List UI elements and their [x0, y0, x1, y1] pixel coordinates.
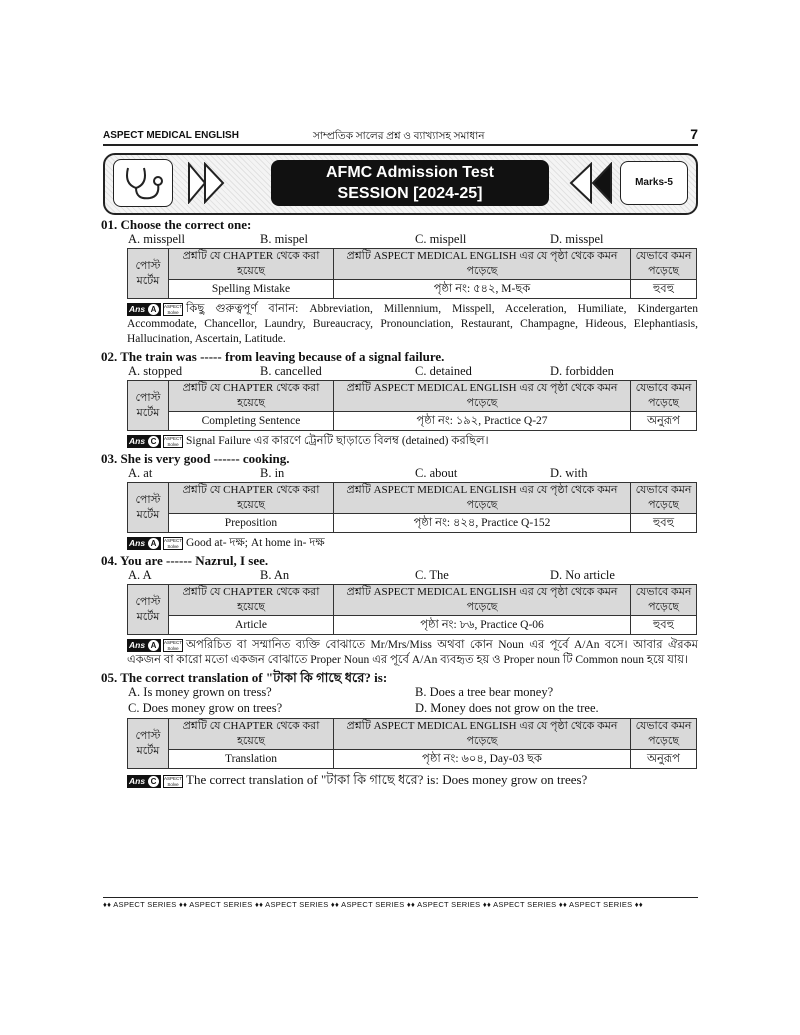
option: B. Does a tree bear money?: [415, 685, 554, 699]
arrow-right-icon: [187, 162, 227, 204]
chapter-value: Completing Sentence: [169, 412, 334, 431]
table-header-row: [128, 585, 697, 616]
option: B. cancelled: [260, 364, 322, 378]
answer-letter: A: [148, 640, 159, 651]
running-header: [103, 126, 698, 146]
banner-title-line1: AFMC Admission Test: [325, 164, 494, 181]
col-chapter-head: প্রশ্নটি যে CHAPTER থেকে করা হয়েছে: [169, 483, 334, 514]
option: C. mispell: [415, 232, 467, 246]
col-how-head: যেভাবে কমন পড়েছে: [631, 381, 697, 412]
option: D. No article: [550, 568, 615, 582]
col-how-head: যেভাবে কমন পড়েছে: [631, 585, 697, 616]
option: D. misspel: [550, 232, 604, 246]
table-header-row: [128, 719, 697, 750]
chapter-value: Article: [169, 616, 334, 635]
options-row: [128, 232, 698, 247]
chapter-value: Translation: [169, 750, 334, 769]
aspect-solve-label: ASPECT Solve: [164, 435, 183, 447]
col-chapter-head: প্রশ্নটি যে CHAPTER থেকে করা হয়েছে: [169, 249, 334, 280]
arrow-left-icon: [567, 162, 617, 204]
post-mortem-table: [127, 584, 697, 635]
answer-letter: C: [148, 776, 159, 787]
page-value: পৃষ্ঠা নং: ১৯২, Practice Q-27: [334, 412, 631, 431]
col-chapter-head: প্রশ্নটি যে CHAPTER থেকে করা হয়েছে: [169, 719, 334, 750]
answer-badge: [127, 537, 184, 550]
col-chapter-head: প্রশ্নটি যে CHAPTER থেকে করা হয়েছে: [169, 381, 334, 412]
col-how-head: যেভাবে কমন পড়েছে: [631, 719, 697, 750]
options-row: [128, 364, 698, 379]
option: B. mispel: [260, 232, 308, 246]
banner-title: [271, 160, 549, 206]
col-chapter-head: প্রশ্নটি যে CHAPTER থেকে করা হয়েছে: [169, 585, 334, 616]
table-value-row: [128, 412, 697, 431]
header-subtitle: সাম্প্রতিক সালের প্রশ্ন ও ব্যাখ্যাসহ সমাধান: [313, 131, 485, 142]
answer-explanation: [127, 302, 698, 347]
question-text: 04. You are ------ Nazrul, I see.: [101, 553, 269, 568]
answer-badge-ans-text: Ans: [129, 303, 146, 314]
option: A. Is money grown on tress?: [128, 685, 272, 699]
option: C. The: [415, 568, 449, 582]
table-side-label: পোস্ট মর্টেম: [128, 719, 169, 769]
post-mortem-table: [127, 482, 697, 533]
col-page-head: প্রশ্নটি ASPECT MEDICAL ENGLISH এর যে পৃষ্ঠা থেকে কমন পড়েছে: [334, 585, 631, 616]
answer-badge-ans: [127, 435, 161, 448]
answer-badge-ans: [127, 537, 161, 550]
question-block: [103, 349, 698, 449]
question-list: [103, 217, 698, 788]
aspect-solve-label: ASPECT Solve: [164, 775, 183, 787]
options-row: [128, 466, 698, 481]
how-value: হুবহু: [631, 514, 697, 533]
answer-badge-ans-text: Ans: [129, 639, 146, 650]
answer-explanation: [127, 772, 698, 788]
col-page-head: প্রশ্নটি ASPECT MEDICAL ENGLISH এর যে পৃষ্ঠা থেকে কমন পড়েছে: [334, 381, 631, 412]
explanation-text: কিছু গুরুত্বপূর্ণ বানান: Abbreviation, Millennium, Misspell, Acceleration, Humiliate, Kindergarten Accommodate, Chancellor, Laundry, Bureaucracy, Pronounciation, Restaurant, Champagne, Hideous, Elephantiasis, Hallucination, Ascertain, Latitude.: [127, 303, 698, 345]
table-side-label: পোস্ট মর্টেম: [128, 483, 169, 533]
answer-badge-ans: [127, 303, 161, 316]
answer-badge-ans: [127, 775, 161, 788]
col-how-head: যেভাবে কমন পড়েছে: [631, 483, 697, 514]
question-text: 01. Choose the correct one:: [101, 217, 252, 232]
answer-badge-ans: [127, 639, 161, 652]
answer-badge: [127, 303, 184, 316]
answer-badge-ans-text: Ans: [129, 775, 146, 786]
table-value-row: [128, 616, 697, 635]
how-value: অনুরূপ: [631, 412, 697, 431]
col-page-head: প্রশ্নটি ASPECT MEDICAL ENGLISH এর যে পৃষ্ঠা থেকে কমন পড়েছে: [334, 483, 631, 514]
option: D. forbidden: [550, 364, 614, 378]
question-block: [103, 670, 698, 788]
question-block: [103, 217, 698, 347]
option: A. at: [128, 466, 153, 480]
col-how-head: যেভাবে কমন পড়েছে: [631, 249, 697, 280]
how-value: হুবহু: [631, 616, 697, 635]
question-block: [103, 451, 698, 551]
table-header-row: [128, 483, 697, 514]
option: C. Does money grow on trees?: [128, 701, 283, 715]
page-value: পৃষ্ঠা নং: ৮৬, Practice Q-06: [334, 616, 631, 635]
page-value: পৃষ্ঠা নং: ৫৪২, M-ছক: [334, 280, 631, 299]
header-book-title: ASPECT MEDICAL ENGLISH: [103, 130, 239, 141]
stethoscope-icon: [113, 159, 173, 207]
explanation-text: অপরিচিত বা সম্মানিত ব্যক্তি বোঝাতে Mr/Mrs/Miss অথবা কোন Noun এর পূর্বে A/An বসে। আবার ঐরকম একজন বা কারো মতো একজন বোঝাতে Proper Noun এর পূর্বে A/An ব্যবহৃত হয় ও Proper noun টি Common noun হয়ে যায়।: [127, 639, 698, 666]
question-text: 03. She is very good ------ cooking.: [101, 451, 290, 466]
page-value: পৃষ্ঠা নং: ৬০৪, Day-03 ছক: [334, 750, 631, 769]
how-value: অনুরূপ: [631, 750, 697, 769]
option: A. A: [128, 568, 152, 582]
post-mortem-table: [127, 380, 697, 431]
answer-letter: A: [148, 538, 159, 549]
option: C. detained: [415, 364, 472, 378]
option: D. with: [550, 466, 588, 480]
post-mortem-table: [127, 718, 697, 769]
col-page-head: প্রশ্নটি ASPECT MEDICAL ENGLISH এর যে পৃষ্ঠা থেকে কমন পড়েছে: [334, 249, 631, 280]
explanation-text: Good at- দক্ষ; At home in- দক্ষ: [186, 537, 325, 549]
options-row: [128, 568, 698, 583]
table-side-label: পোস্ট মর্টেম: [128, 585, 169, 635]
aspect-solve-label: ASPECT Solve: [164, 303, 183, 315]
answer-badge: [127, 639, 184, 652]
table-value-row: [128, 514, 697, 533]
option: A. misspell: [128, 232, 185, 246]
options-row: [128, 685, 698, 701]
table-value-row: [128, 750, 697, 769]
how-value: হুবহু: [631, 280, 697, 299]
table-value-row: [128, 280, 697, 299]
question-text: 02. The train was ----- from leaving because of a signal failure.: [101, 349, 445, 364]
option: B. An: [260, 568, 290, 582]
answer-badge: [127, 435, 184, 448]
option: D. Money does not grow on the tree.: [415, 701, 599, 715]
chapter-value: Spelling Mistake: [169, 280, 334, 299]
aspect-solve-label: ASPECT Solve: [164, 639, 183, 651]
table-side-label: পোস্ট মর্টেম: [128, 249, 169, 299]
table-header-row: [128, 249, 697, 280]
answer-letter: C: [148, 436, 159, 447]
aspect-solve-label: ASPECT Solve: [164, 537, 183, 549]
option: B. in: [260, 466, 285, 480]
banner-title-line2: SESSION [2024-25]: [337, 185, 483, 202]
question-block: [103, 553, 698, 668]
page-number: 7: [690, 126, 698, 142]
answer-badge-ans-text: Ans: [129, 435, 146, 446]
page: [103, 126, 698, 788]
answer-badge-ans-text: Ans: [129, 537, 146, 548]
session-banner: [103, 153, 698, 215]
options-row: [128, 701, 698, 717]
table-header-row: [128, 381, 697, 412]
chapter-value: Preposition: [169, 514, 334, 533]
answer-explanation: [127, 536, 698, 551]
explanation-text: The correct translation of "টাকা কি গাছে ধরে? is: Does money grow on trees?: [186, 772, 588, 787]
answer-letter: A: [148, 304, 159, 315]
question-text: 05. The correct translation of "টাকা কি গাছে ধরে? is:: [101, 670, 388, 685]
answer-badge: [127, 775, 184, 788]
answer-explanation: [127, 638, 698, 668]
marks-label: Marks-5: [620, 161, 688, 205]
page-value: পৃষ্ঠা নং: ৪২৪, Practice Q-152: [334, 514, 631, 533]
option: A. stopped: [128, 364, 183, 378]
option: C. about: [415, 466, 458, 480]
table-side-label: পোস্ট মর্টেম: [128, 381, 169, 431]
post-mortem-table: [127, 248, 697, 299]
col-page-head: প্রশ্নটি ASPECT MEDICAL ENGLISH এর যে পৃষ্ঠা থেকে কমন পড়েছে: [334, 719, 631, 750]
footer-series-strip: ♦♦ ASPECT SERIES ♦♦ ASPECT SERIES ♦♦ ASPECT SERIES ♦♦ ASPECT SERIES ♦♦ ASPECT SERIES ♦♦ ASPECT SERIES ♦♦ ASPECT SERIES ♦♦: [103, 897, 698, 909]
answer-explanation: [127, 434, 698, 449]
explanation-text: Signal Failure এর কারণে ট্রেনটি ছাড়াতে বিলম্ব (detained) করছিল।: [186, 435, 489, 447]
